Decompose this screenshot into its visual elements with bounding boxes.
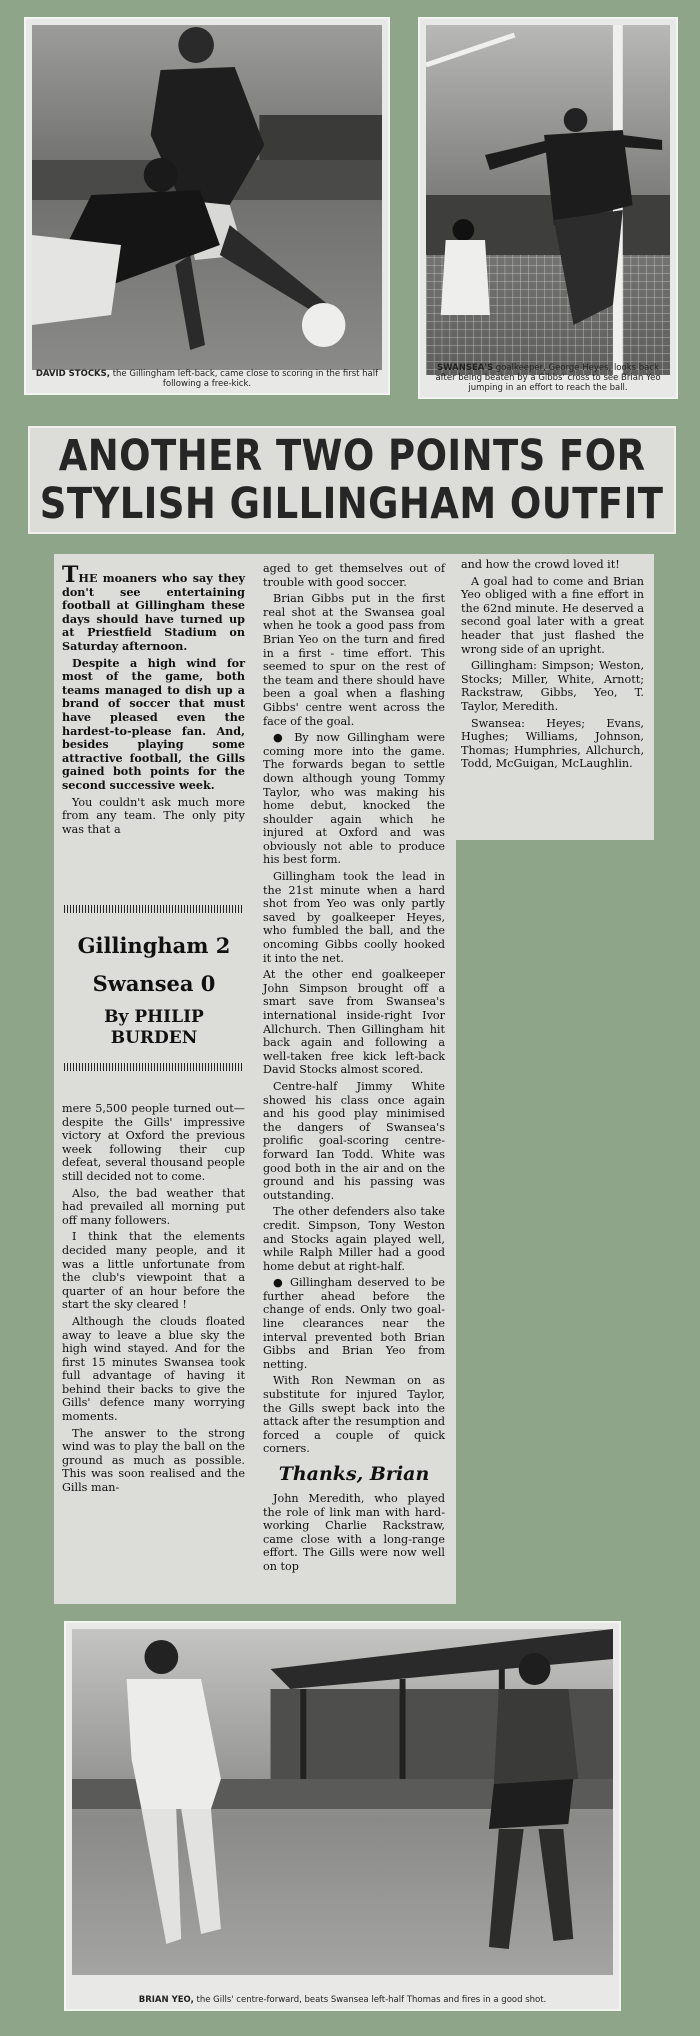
article-paragraph: ● By now Gillingham were coming more into the game. The forwards began to settle down although young Tommy Taylor, who was making his home debut, knocked the shoulder again which he injured at Oxford and was obviously not able to produce his best form. (263, 731, 445, 867)
away-score: Swansea 0 (92, 971, 216, 996)
byline-name: BURDEN (110, 1028, 198, 1048)
divider (64, 905, 244, 913)
article-paragraph: Brian Gibbs put in the first real shot at the Swansea goal when he took a good pass from Brian Yeo on the turn and fired in a first - time effort. This seemed to spur on the rest of the team and there should have been a goal when a flashing Gibbs' centre went across the face of the goal. (263, 592, 445, 728)
photo-caption: DAVID STOCKS, the Gillingham left-back, came close to scoring in the first half following a free-kick. (35, 369, 379, 389)
article-paragraph: I think that the elements decided many people, and it was a little unfortunate from the club's viewpoint that a quarter of an hour before the start the sky cleared ! (62, 1230, 245, 1312)
home-score: Gillingham 2 (77, 933, 231, 958)
article-column-1-lower (62, 1102, 245, 1498)
headline (28, 426, 676, 534)
article-paragraph: and how the crowd loved it! (461, 558, 620, 571)
article-paragraph: You couldn't ask much more from any team. The only pity was that a (62, 795, 245, 836)
article-paragraph: mere 5,500 people turned out— despite the Gills' impressive victory at Oxford the previous week following their cup defeat, several thousand people still decided not to come. (62, 1102, 245, 1183)
score-box (58, 905, 250, 1105)
photo-image (72, 1629, 613, 1975)
article-paragraph: With Ron Newman on as substitute for injured Taylor, the Gills swept back into the attack after the resumption and forced a couple of quick corners. (263, 1374, 445, 1456)
article-paragraph: A goal had to come and Brian Yeo obliged with a fine effort in the 62nd minute. He deserved a second goal later with a great header that just flashed the wrong side of an upright. (461, 574, 644, 656)
article-paragraph: Despite a high wind for most of the game, both teams managed to dish up a brand of soccer that must have pleased even the hardest-to-please fan. And, besides playing some attractive football, the Gills gained both points for the second successive week. (62, 655, 245, 792)
photo-image (426, 25, 670, 375)
article-paragraph: At the other end goalkeeper John Simpson brought off a smart save from Swansea's international inside-right Ivor Allchurch. Then Gillingham hit back again and following a well-taken free kick left-back David Stocks almost scored. (263, 968, 445, 1077)
photo-david-stocks (24, 17, 390, 395)
article-paragraph: Although the clouds floated away to leave a blue sky the high wind stayed. And for the first 15 minutes Swansea took full advantage of having it behind their backs to give the Gills' defence many worrying moments. (62, 1314, 245, 1424)
divider (64, 1063, 244, 1071)
article-paragraph: ● Gillingham deserved to be further ahead before the change of ends. Only two goal-line clearances near the interval prevented both Brian Gibbs and Brian Yeo from netting. (263, 1276, 445, 1371)
article-paragraph: John Meredith, who played the role of link man with hard-working Charlie Rackstraw, came close with a long-range effort. The Gills were now well on top (263, 1492, 445, 1573)
photo-caption: SWANSEA'S goalkeeper, George Heyes, looks back after being beaten by a Gibbs' cross to see Brian Yeo jumping in an effort to reach the ball. (435, 363, 661, 393)
article-paragraph: Also, the bad weather that had prevailed all morning put off many followers. (62, 1186, 245, 1227)
article-intro: THE moaners who say they don't see entertaining football at Gillingham these days should have turned up at Priestfield Stadium on Saturday afternoon. (62, 562, 245, 653)
byline: By PHILIP (104, 1007, 204, 1027)
photo-image (32, 25, 382, 370)
article-column-1 (62, 562, 245, 839)
article (54, 554, 654, 1604)
article-column-2 (263, 562, 445, 1577)
lineup-gillingham: Gillingham: Simpson; Weston, Stocks; Miller, White, Arnott; Rackstraw, Gibbs, Yeo, T. Taylor, Meredith. (461, 659, 644, 713)
article-column-3 (461, 558, 644, 774)
photo-goalkeeper-heyes (418, 17, 678, 399)
headline-line-1: ANOTHER TWO POINTS FOR (58, 431, 646, 481)
article-paragraph: aged to get themselves out of trouble with good soccer. (263, 562, 445, 589)
photo-brian-yeo (64, 1621, 621, 2011)
lineup-swansea: Swansea: Heyes; Evans, Hughes; Williams, Johnson, Thomas; Humphries, Allchurch, Todd, McGuigan, McLaughlin. (461, 716, 644, 771)
photo-caption: BRIAN YEO, the Gills' centre-forward, beats Swansea left-half Thomas and fires in a good shot. (138, 1995, 547, 2005)
article-paragraph: Gillingham took the lead in the 21st minute when a hard shot from Yeo was only partly saved by goalkeeper Heyes, who fumbled the ball, and the oncoming Gibbs coolly hooked it into the net. (263, 870, 445, 965)
subheading: Thanks, Brian (278, 1463, 430, 1485)
article-paragraph: Centre-half Jimmy White showed his class once again and his good play minimised the dangers of Swansea's prolific goal-scoring centre-forward Ian Todd. White was good both in the air and on the ground and his passing was outstanding. (263, 1079, 445, 1202)
article-paragraph: The answer to the strong wind was to play the ball on the ground as much as possible. This was soon realised and the Gills man- (62, 1426, 245, 1495)
article-paragraph: The other defenders also take credit. Simpson, Tony Weston and Stocks again played well, while Ralph Miller had a good home debut at right-half. (263, 1205, 445, 1273)
headline-line-2: STYLISH GILLINGHAM OUTFIT (40, 479, 664, 529)
